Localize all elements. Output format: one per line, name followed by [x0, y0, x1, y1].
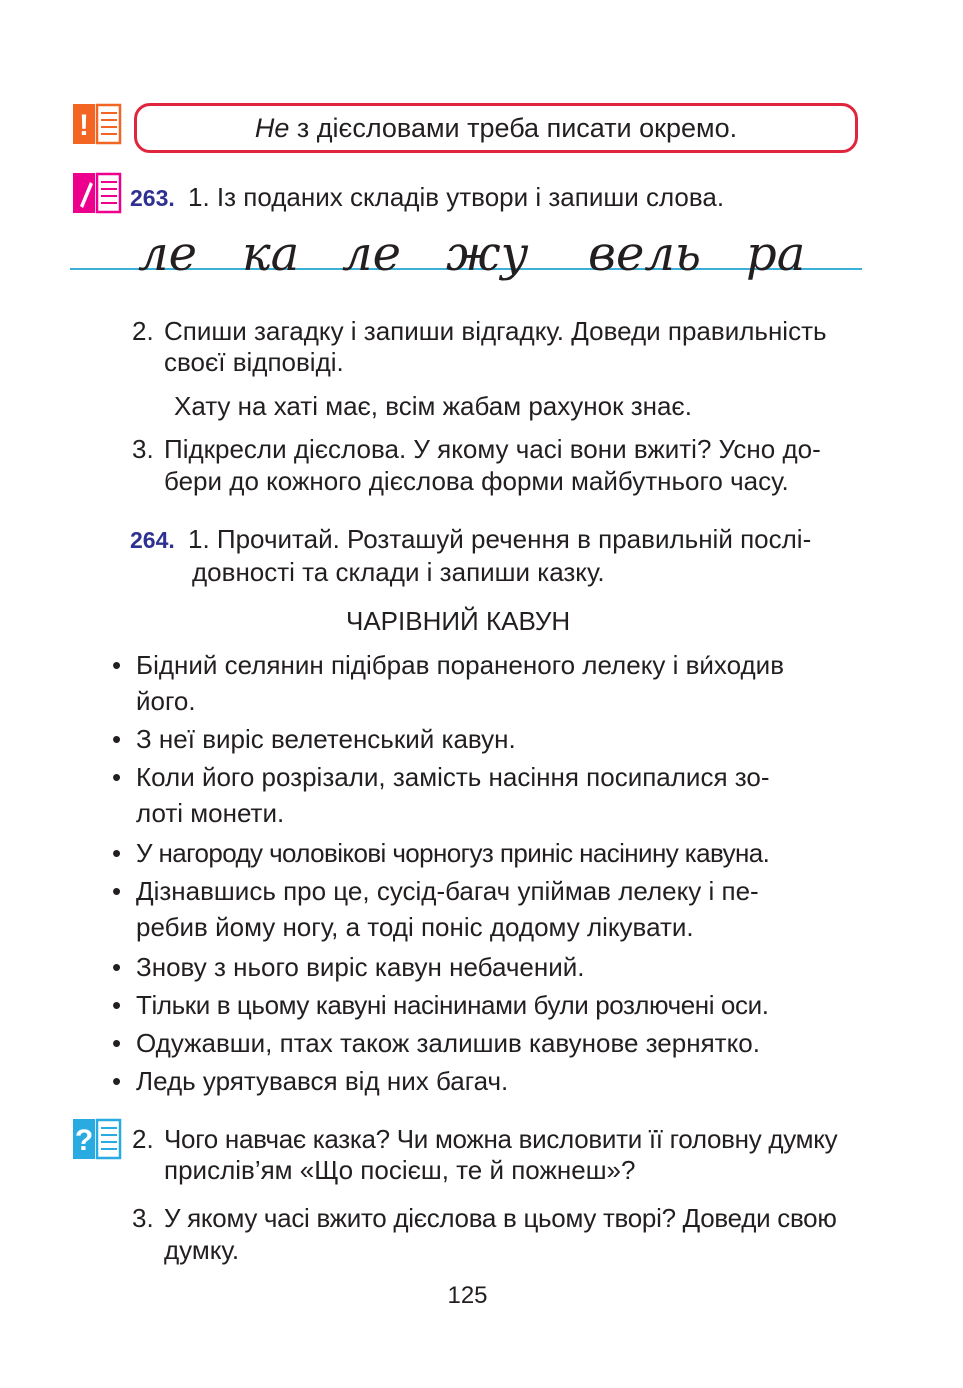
write-book-icon — [72, 172, 122, 219]
ex263-number: 263. — [130, 185, 175, 211]
rule-book-icon — [72, 103, 122, 150]
syllable: ра — [746, 226, 806, 282]
bullet-dot: • — [112, 1066, 122, 1096]
ex264-number: 264. — [130, 527, 175, 553]
sentence-line: Ледь урятувався від них багач. — [136, 1066, 509, 1096]
syllable: ка — [242, 226, 300, 282]
ex263-task3-line2: бери до кожного дієслова форми майбутнього часу. — [164, 466, 789, 496]
bullet-dot: • — [112, 838, 122, 868]
bullet-dot: • — [112, 650, 122, 680]
ex263-header — [130, 180, 724, 215]
story-title: ЧАРІВНИЙ КАВУН — [346, 606, 571, 636]
sentence-line: Тільки в цьому кавуні насінинами були розлючені оси. — [136, 990, 769, 1020]
ex263-task2-line1: Спиши загадку і запиши відгадку. Доведи правильність — [164, 316, 827, 346]
ex264-task3-line2: думку. — [164, 1235, 240, 1265]
svg-text:!: ! — [79, 109, 89, 142]
ex263-task2-line2: своєї відповіді. — [164, 347, 344, 377]
ex264-task2-line1: Чого навчає казка? Чи можна висловити її головну думку — [164, 1124, 838, 1154]
ex264-header — [130, 522, 811, 557]
sentence-line: Знову з нього виріс кавун небачений. — [136, 952, 585, 982]
bullet-dot: • — [112, 952, 122, 982]
svg-text:?: ? — [74, 1124, 94, 1157]
ex263-task1: 1. Із поданих складів утвори і запиши слова. — [188, 182, 725, 212]
bullet-dot: • — [112, 876, 122, 906]
sentence-line: Одужавши, птах також залишив кавунове зернятко. — [136, 1028, 760, 1058]
sentence-line: Коли його розрізали, замість насіння посипалися зо- — [136, 762, 770, 792]
sentence-line: ребив йому ногу, а тоді поніс додому лікувати. — [136, 912, 694, 942]
ex264-task2-number: 2. — [132, 1124, 154, 1154]
syllable: жу — [446, 226, 529, 282]
rule-italic-word: Не — [254, 112, 290, 143]
syllable: вель — [588, 226, 702, 282]
sentence-line: лоті монети. — [136, 798, 285, 828]
rule-box — [134, 103, 858, 153]
bullet-dot: • — [112, 990, 122, 1020]
ex264-task2-line2: прислів’ям «Що посієш, те й пожнеш»? — [164, 1155, 636, 1185]
question-book-icon — [72, 1118, 122, 1165]
ex264-task1-line2: довності та склади і запиши казку. — [192, 557, 605, 587]
sentence-line: У нагороду чоловікові чорногуз приніс насінину кавуна. — [136, 838, 770, 868]
syllable: ле — [342, 226, 401, 282]
sentence-line: З неї виріс велетенський кавун. — [136, 724, 516, 754]
page-number: 125 — [447, 1282, 488, 1309]
sentence-line: його. — [136, 686, 196, 716]
syllables-row — [134, 222, 864, 292]
bullet-dot: • — [112, 762, 122, 792]
rule-text: з дієсловами треба писати окремо. — [289, 112, 738, 143]
ex264-task3-line1: У якому часі вжито дієслова в цьому творі? Доведи свою — [164, 1203, 837, 1233]
ex263-task3-number: 3. — [132, 434, 154, 464]
syllable: ле — [138, 226, 197, 282]
ex263-task3-line1: Підкресли дієслова. У якому часі вони вжиті? Усно до- — [164, 434, 821, 464]
ex264-task3-number: 3. — [132, 1203, 154, 1233]
bullet-dot: • — [112, 724, 122, 754]
ex263-task2-number: 2. — [132, 316, 154, 346]
riddle: Хату на хаті має, всім жабам рахунок знає. — [174, 391, 692, 421]
ex264-task1-line1: 1. Прочитай. Розташуй речення в правильній послі- — [188, 524, 812, 554]
sentence-line: Дізнавшись про це, сусід-багач упіймав лелеку і пе- — [136, 876, 759, 906]
sentence-line: Бідний селянин підібрав пораненого лелеку і ви́ходив — [136, 650, 785, 680]
bullet-dot: • — [112, 1028, 122, 1058]
